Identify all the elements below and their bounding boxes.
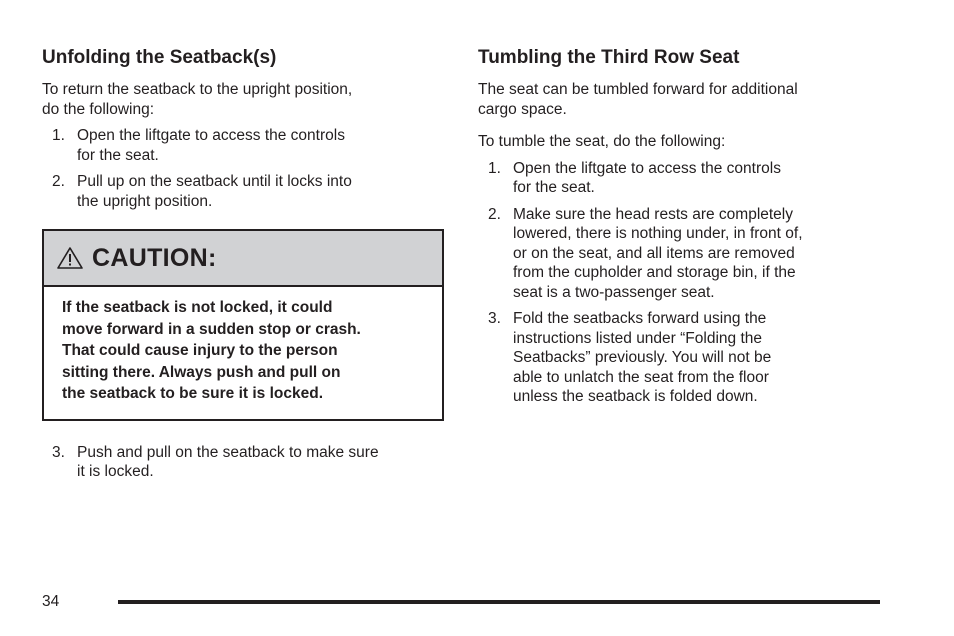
step-number: 2. — [52, 173, 65, 190]
section-heading-unfolding: Unfolding the Seatback(s) — [42, 47, 277, 68]
tumbling-lead: To tumble the seat, do the following: — [478, 133, 726, 150]
step-number: 1. — [488, 159, 501, 177]
list-item — [478, 159, 868, 198]
step-number: 3. — [488, 310, 501, 327]
tumbling-steps-list — [478, 159, 868, 407]
caution-text: If the seatback is not locked, it could move forward in a sudden stop or crash. That could cause injury to the person sitting there. Always push and pull on the seatback to be sure it is locked. — [62, 299, 361, 402]
caution-title: CAUTION: — [92, 243, 217, 272]
list-item — [42, 126, 444, 165]
left-column — [42, 46, 444, 489]
step-number: 2. — [488, 205, 501, 223]
list-item — [42, 443, 444, 482]
unfolding-steps-list — [42, 126, 444, 211]
step-number: 1. — [52, 127, 65, 144]
list-item — [478, 309, 868, 407]
caution-box — [42, 229, 444, 421]
footer-rule — [118, 600, 880, 604]
step-text: Open the liftgate to access the controls for the seat. — [513, 159, 781, 196]
step-text: Fold the seatbacks forward using the instructions listed under “Folding the Seatbacks” previously. You will not be able to unlatch the seat from the floor unless the seatback is folded down. — [513, 310, 772, 405]
step-number: 3. — [52, 443, 65, 461]
step-text: Open the liftgate to access the controls for the seat. — [77, 127, 345, 164]
page-number: 34 — [42, 593, 60, 610]
unfolding-steps-list-continued — [42, 443, 444, 482]
right-column — [478, 46, 868, 414]
warning-triangle-icon — [56, 246, 84, 270]
step-text: Push and pull on the seatback to make sure it is locked. — [77, 443, 379, 480]
section-heading-tumbling: Tumbling the Third Row Seat — [478, 47, 740, 68]
step-text: Make sure the head rests are completely lowered, there is nothing under, in front of, or on the seat, and all items are removed from the cupholder and storage bin, if the seat is a two-passenger seat. — [513, 205, 803, 301]
list-item — [42, 172, 444, 211]
unfolding-intro: To return the seatback to the upright position, do the following: — [42, 81, 353, 118]
list-item — [478, 205, 868, 303]
caution-header — [44, 231, 442, 287]
tumbling-intro: The seat can be tumbled forward for additional cargo space. — [478, 81, 798, 118]
step-text: Pull up on the seatback until it locks into the upright position. — [77, 173, 352, 210]
